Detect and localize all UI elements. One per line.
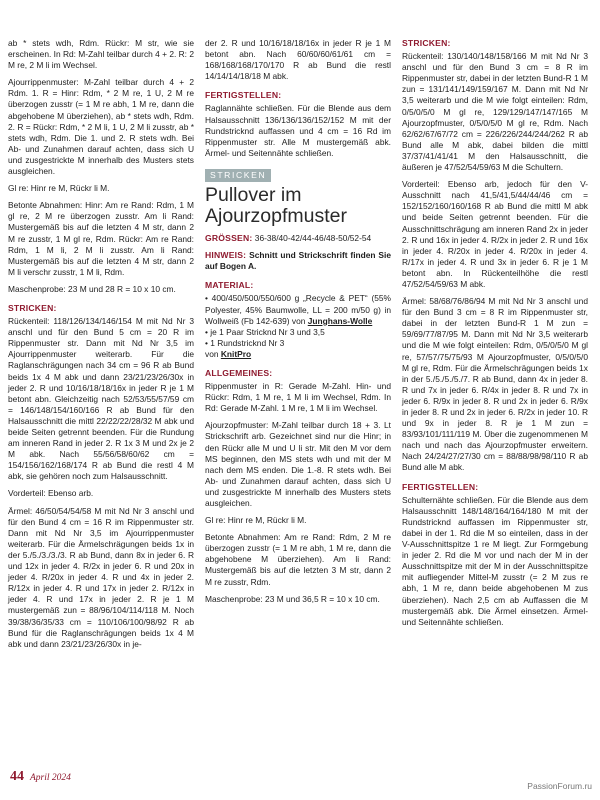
section-heading-fertigstellen: FERTIGSTELLEN: xyxy=(205,90,282,101)
paragraph: der 2. R und 10/16/18/18/16x in jeder R je 1 M betont abn. Nach 60/60/60/61/61 cm = 168/168/168/170/170 R ab Bund die restl 14/14/14/18/18 M abk. xyxy=(205,38,391,82)
paragraph-aermel: Ärmel: 46/50/54/54/58 M mit Nd Nr 3 anschl und für den Bund 4 cm = 16 R im Rippenmuster str. Dann mit Nd Nr 3,5 im Ajourrippenmuster weiterarb. Für die Ärmelschrägungen beids 1x in der 5./5./3./3./3. R ab Bund, dann 8x in jeder 6. R und 12x in jeder 4. R/2x in jeder 6. R und 20x in jeder 4. R/20x in jeder 4. R und 4x in jeder 2. R/12x in jeder 4. R und 17x in jeder 2. R/12x in jeder 4. R und 17x in jeder 2. R je 1 M mustergemäß zun = 88/96/104/114/118 M. Noch 39/38/36/35/33 cm = 110/106/100/98/92 R ab Bund für die Raglanschrägungen beids 1x 4 M abk und dann 23/21/23/26/30x in je- xyxy=(8,505,194,649)
paragraph-glatt-rechts: Gl re: Hinr re M, Rückr li M. xyxy=(205,515,307,526)
paragraph-maschenprobe: Maschenprobe: 23 M und 28 R = 10 x 10 cm. xyxy=(8,283,176,294)
section-heading-material: MATERIAL: xyxy=(205,280,254,291)
paragraph-aermel: Ärmel: 58/68/76/86/94 M mit Nd Nr 3 anschl und für den Bund 3 cm = 8 R im Rippenmuster str, dabei in der letzten Bund-R 1 M zun = 59/69/77/87/95 M. Dann mit Nd Nr 3,5 weiterarb und die M wie folgt einteilen: Rdm, 0/5/0/5/0 M gl re, 57/57/75/75/93 M Ajourzopfmuster, 0/5/0/5/0 M gl re, Rdm. Für die Ärmelschrägungen beids 1x in der 5./5./5./5./7. R ab Bund, dann 4x in jeder 8. R und 7x in jeder 6. R/4x in jeder 8. R und 7x in jeder 6. R/9x in jeder 8. R und 2x in jeder 6. R/9x in jeder 8. R und 2x in jeder 6. R/2x in jeder 10. R und 9x in jeder 8. R je 1 M zun = 83/93/101/111/119 M. Über die zugenommenen M nach und nach das Ajourzopfmuster erweitern. Nach 24/24/27/27/30 cm = 88/88/98/98/110 R ab Bund alle M abk. xyxy=(402,296,588,473)
column-right xyxy=(402,38,588,634)
section-heading-fertigstellen: FERTIGSTELLEN: xyxy=(402,481,479,492)
material-item: • 1 Rundstricknd Nr 3 von KnitPro xyxy=(205,337,285,359)
paragraph-vorderteil: Vorderteil: Ebenso arb. xyxy=(8,488,94,499)
paragraph: ab * stets wdh, Rdm. Rückr: M str, wie sie erscheinen. In Rd: M-Zahl teilbar durch 4 + 2. R: 2 M re, 2 M li im Wechsel. xyxy=(8,38,194,71)
paragraph-betonte-abnahmen: Betonte Abnahmen: Hinr: Am re Rand: Rdm, 1 M gl re, 2 M re überzogen zusstr. Am li Rand: Mustergemäß bis auf die letzten 4 M str, dann 2 M re zusstr, 1 M gl re, Rdm. Rückr: Am re Rand: Rdm, 1 M li, 2 M li zusstr. Am li Rand: Mustergemäß bis auf die letzten 4 M str, dann 2 M li verschr zusstr, 1 M li, Rdm. xyxy=(8,200,194,277)
brand-link: Junghans-Wolle xyxy=(307,315,373,326)
paragraph-ajourzopfmuster: Ajourzopfmuster: M-Zahl teilbar durch 18 + 3. Lt Strickschrift arb. Gezeichnet sind nur die Hinr; in den Rückr alle M und U li str. Mit den M vor dem MS beginnen, den MS stets wdh und mit der M nach dem MS enden. Die 1.-8. R stets wdh. Bei Ab- und Zunahmen darauf achten, dass sich U und zusgestrickte M innerhalb des Musters stets ausgleichen. xyxy=(205,420,391,508)
sizes-label: GRÖSSEN: xyxy=(205,233,253,244)
article-title: Pullover im Ajourzopfmuster xyxy=(205,184,347,228)
section-heading-stricken: STRICKEN: xyxy=(402,38,451,48)
paragraph-fertigstellen: Schulternähte schließen. Für die Blende aus dem Halsausschnitt 148/148/164/164/180 M mit der Rundstricknd auffassen im Rippenmuster str, dabei in der 1. Rd die M so einteilen, dass in der V-Ausschnittspitze 1 re M liegt. Zur Formgebung in jeder 2. Rd die M vor und nach der M in der Ausschnittspitze mit der M in der Ausschnittspitze mit aufliegender Mittel-M zusstr (= 2 M zus re abh, 1 M re, dann beide abgehobenen M zus überziehen). Nach 2,5 cm ab Auffassen die M mustergemäß abk. Die Ärmel einsetzen. Ärmel- und Seitennähte schließen. xyxy=(402,494,588,627)
hint-label: HINWEIS: xyxy=(205,250,247,261)
sizes-value: 36-38/40-42/44-46/48-50/52-54 xyxy=(254,233,372,244)
paragraph-ajourrippenmuster: Ajourrippenmuster: M-Zahl teilbar durch 4 + 2 Rdm. 1. R = Hinr: Rdm, * 2 M re, 1 U, 2 M re überzogen zusstr (= 1 M re abh, 1 M re, dann die abgehobene M überziehen), ab * stets wdh, Rdm. 2. R = Rückr: Rdm, * 2 M li, 1 U, 2 M li zusstr, ab * stets wdh, Rdm. Die 1. und 2. R stets wdh. Bei Ab- und Zunahmen darauf achten, dass sich U und zusgestrickte M innerhalb des Musters stets ausgleichen. xyxy=(8,77,194,177)
paragraph-rippenmuster: Rippenmuster in R: Gerade M-Zahl. Hin- und Rückr: Rdm, 1 M re, 1 M li im Wechsel, Rdm. In Rd: Gerade M-Zahl. 1 M re, 1 M li im Wechsel. xyxy=(205,381,391,414)
paragraph-maschenprobe: Maschenprobe: 23 M und 36,5 R = 10 x 10 cm. xyxy=(205,593,380,604)
paragraph-rueckenteil: Rückenteil: 130/140/148/158/166 M mit Nd Nr 3 anschl und für den Bund 3 cm = 8 R im Rippenmuster str, dabei in der letzten Bund-R 1 M zun = 131/141/149/159/167 M. Dann mit Nd Nr 3,5 weiterarb und die M wie folgt einteilen: Rdm, 0/5/0/5/0 M gl re, 129/129/147/147/165 M Ajourzopfmuster, 0/5/0/5/0 M gl re, Rdm. Nach 62/62/67/67/72 cm = 226/226/244/244/262 R ab Bund alle M abk, dabei bilden die mittl 37/37/41/41/41 M den Halsausschnitt, die äußeren je 47/52/54/59/63 M die Schultern. xyxy=(402,51,588,173)
issue-date: April 2024 xyxy=(30,773,71,783)
hint-text: Schnitt und Strickschrift finden Sie auf Bogen A. xyxy=(205,250,392,272)
paragraph-rueckenteil: Rückenteil: 118/126/134/146/154 M mit Nd Nr 3 anschl und für den Bund 5 cm = 20 R im Rippenmuster str. Dann mit Nd Nr 3,5 im Ajourrippenmuster weiterarb. Für die Raglanschrägungen nach 34 cm = 96 R ab Bund beids 1x 4 M abk und dann 23/21/23/26/30x in jeder 2. R und 10/16/18/18/16x in jeder R je 1 M betont abn. Gleichzeitig nach 52/53/55/57/59 cm = 146/148/154/160/166 R ab Bund für den Halsausschnitt die mittl 22/22/22/28/32 M abk und beide Seiten getrennt beenden. Für die Rundung am inneren Rand in jeder 2. R 1x 3 M und 2x je 2 M abk. Nach 55/56/58/60/62 cm = 154/156/162/168/174 R ab Bund die restl 4 M abk, sie gehören noch zum Halsausschnitt. xyxy=(8,316,194,482)
section-heading-allgemeines: ALLGEMEINES: xyxy=(205,367,273,378)
material-item: • 400/450/500/550/600 g „Recycle & PET“ (55% Polyester, 45% Baumwolle, LL = 200 m/50 g) in Wollweiß (Fb 142-639) von Junghans-Wolle xyxy=(205,293,391,326)
column-middle xyxy=(205,38,391,611)
page-footer xyxy=(10,767,71,785)
paragraph-vorderteil: Vorderteil: Ebenso arb, jedoch für den V-Ausschnitt nach 41,5/41,5/44/44/46 cm = 152/152/160/160/168 R ab Bund die mittl M abk und beide Seiten getrennt beenden. Für die Ausschnittschrägung am inneren Rand 2x in jeder 2. R und 16x in jeder 4. R/2x in jeder 2. R und 16x in jeder 4. R/20x in jeder 4. R/20x in jeder 4. R/17x in jeder 4. R und 3x in jeder 6. R je 1 M betont abn. In Rückenteilhöhe die restl 47/52/54/59/63 M abk. xyxy=(402,179,588,289)
column-left xyxy=(8,38,194,656)
paragraph-glatt-rechts: Gl re: Hinr re M, Rückr li M. xyxy=(8,183,110,194)
page-number: 44 xyxy=(10,769,24,784)
brand-link: KnitPro xyxy=(220,348,252,359)
paragraph-betonte-abnahmen: Betonte Abnahmen: Am re Rand: Rdm, 2 M re überzogen zusstr (= 1 M re abh, 1 M re, dann die abgehobene M überziehen). Am li Rand: Mustergemäß bis auf die letzten 3 M str, dann 2 M re zusstr, Rdm. xyxy=(205,532,391,587)
watermark: PassionForum.ru xyxy=(527,781,592,791)
paragraph-fertigstellen: Raglannähte schließen. Für die Blende aus dem Halsausschnitt 136/136/136/152/152 M mit der Rundstricknd auffassen und 4 cm = 16 Rd im Rippenmuster str. Alle M mustergemäß abk. Ärmel- und Seitennähte schließen. xyxy=(205,103,391,158)
material-item: • je 1 Paar Stricknd Nr 3 und 3,5 xyxy=(205,326,325,337)
section-heading-stricken: STRICKEN: xyxy=(8,302,57,313)
material-list xyxy=(205,293,391,360)
category-badge: STRICKEN xyxy=(205,169,271,182)
